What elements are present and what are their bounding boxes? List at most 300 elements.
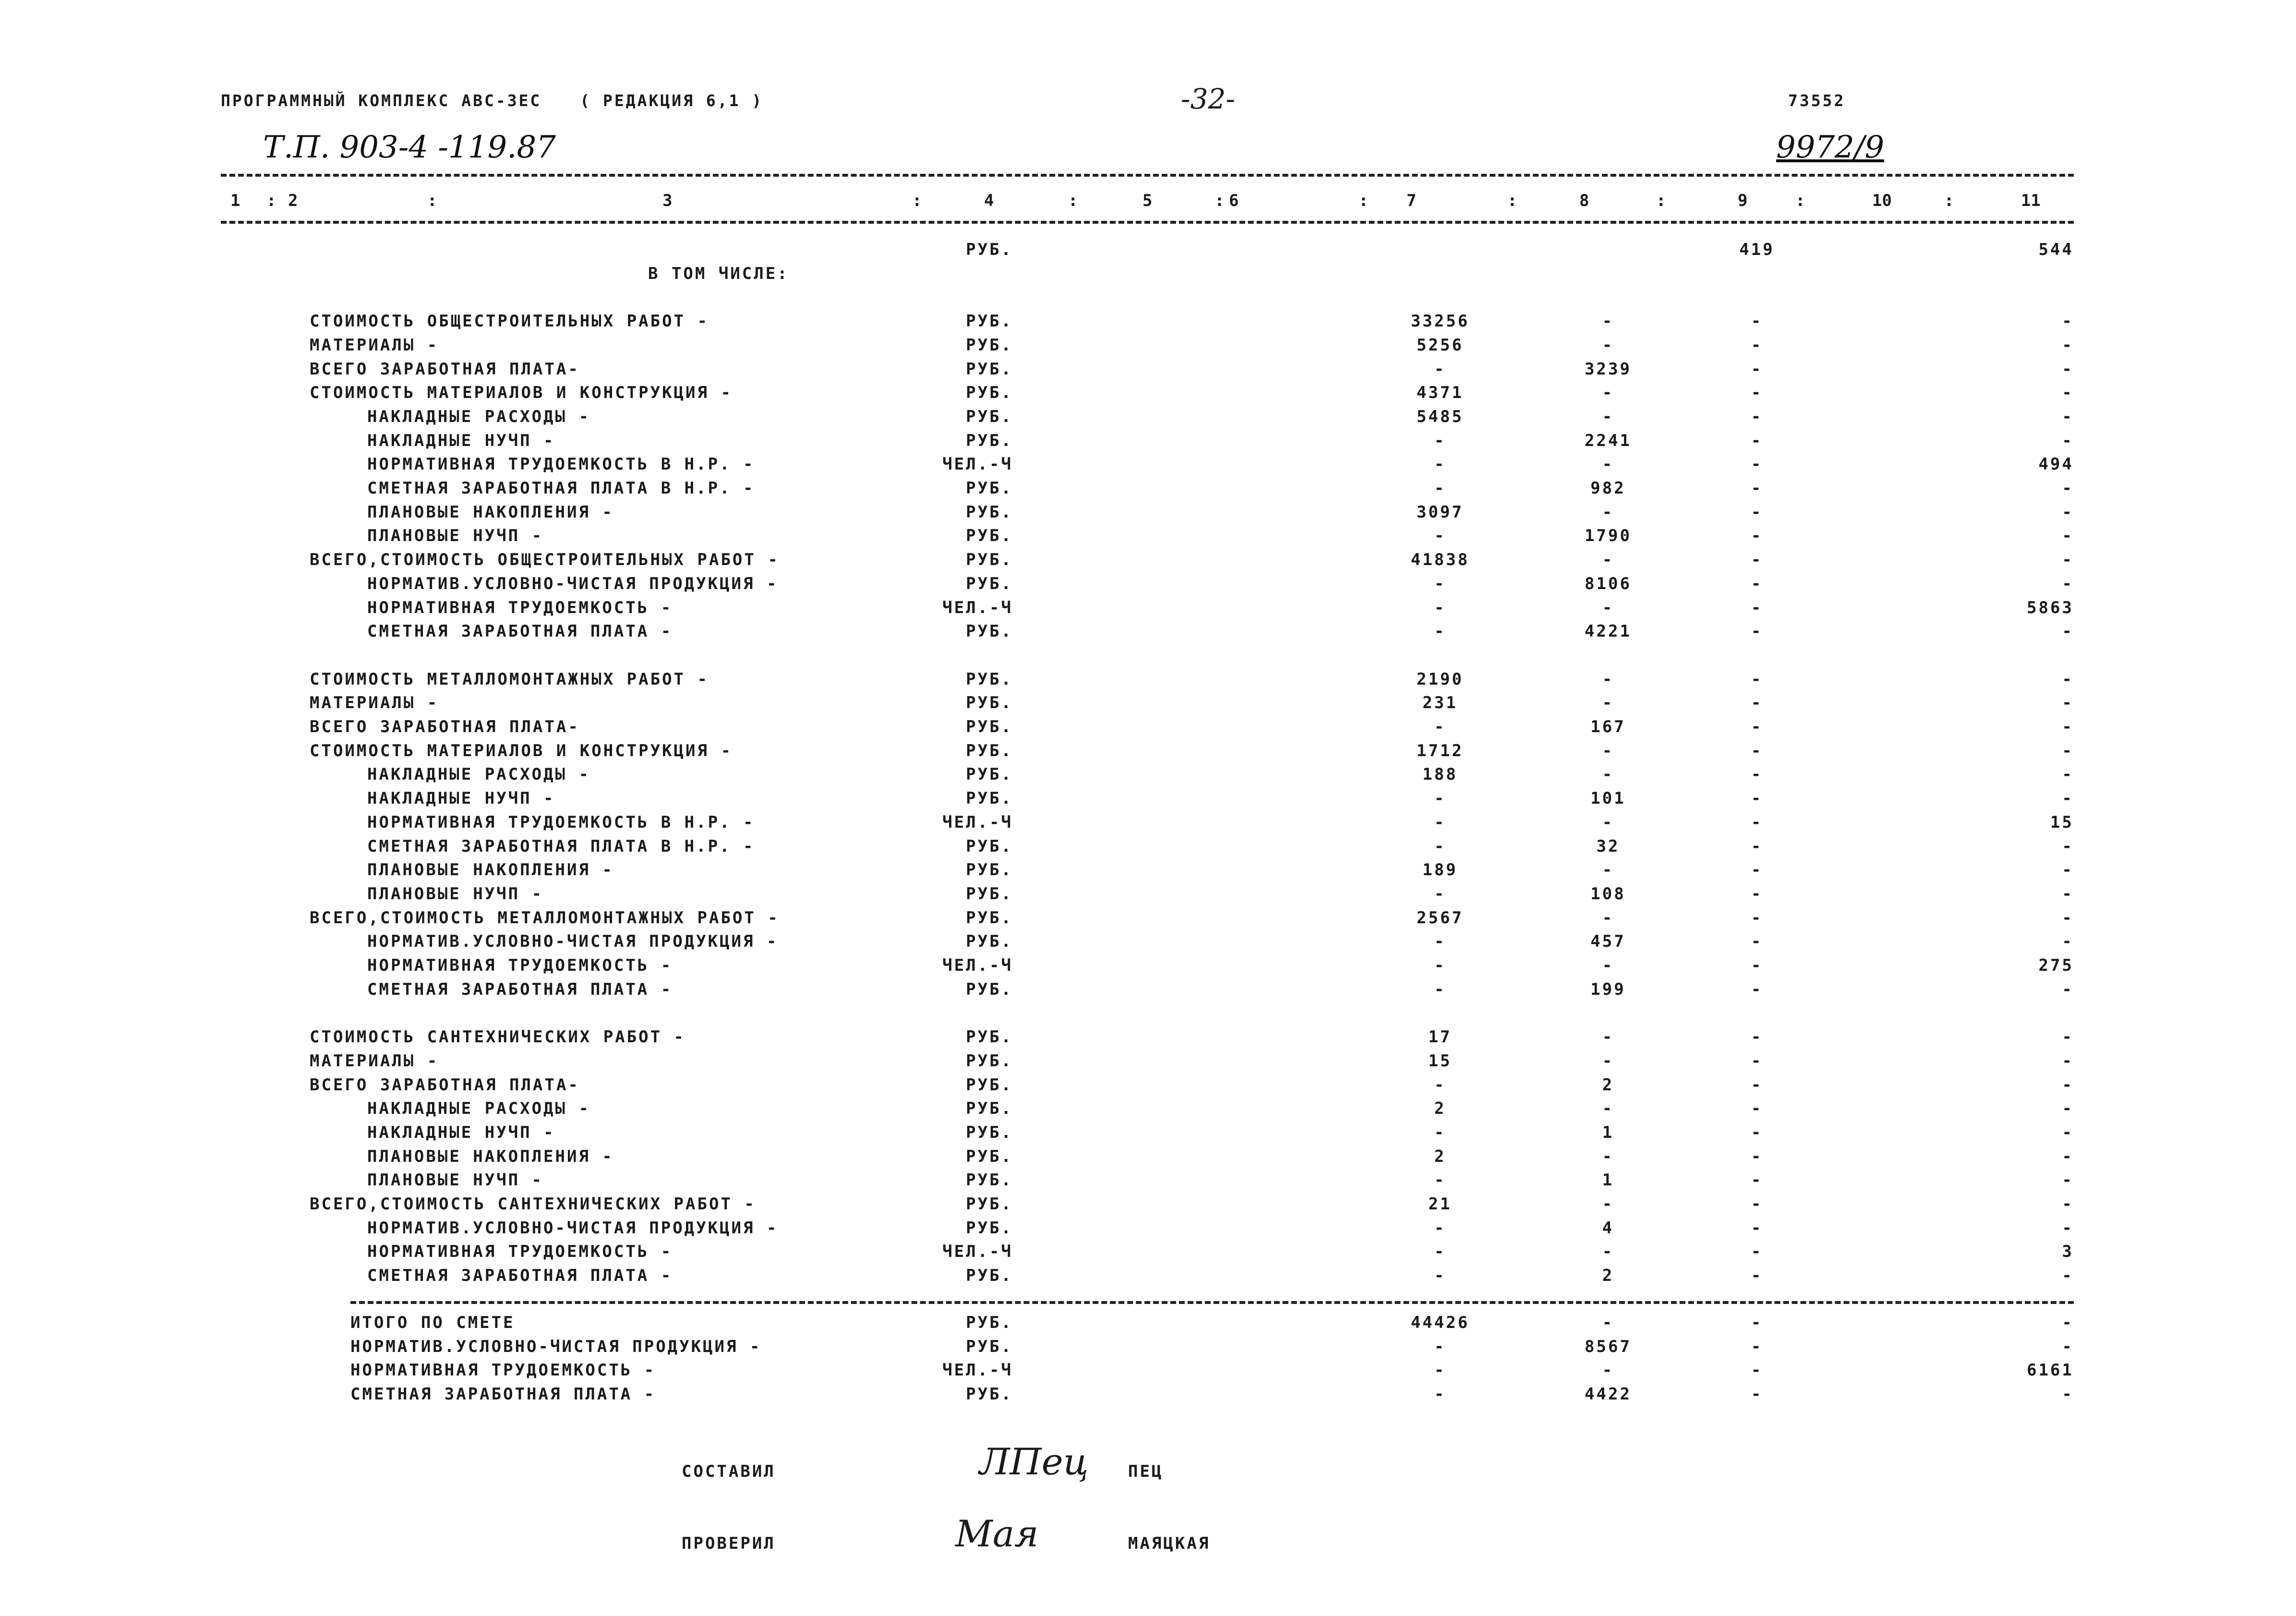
wage-cell: 167 — [1590, 717, 1626, 736]
unit-cell: РУБ. — [966, 908, 1013, 928]
col9-cell: - — [1751, 812, 1763, 832]
table-row — [0, 574, 2296, 598]
wage-cell: 8106 — [1585, 574, 1632, 593]
labor-cell: - — [2062, 1122, 2074, 1142]
labor-cell: - — [2062, 789, 2074, 808]
document-code: 73552 — [1788, 91, 1846, 110]
col9-cell: - — [1751, 669, 1763, 689]
labor-cell: 5863 — [2027, 598, 2074, 617]
labor-cell: 544 — [2038, 240, 2074, 259]
unit-cell: РУБ. — [966, 1266, 1013, 1286]
wage-cell: 8567 — [1585, 1337, 1632, 1356]
cost-cell: - — [1434, 598, 1446, 617]
column-number: 6 — [1229, 191, 1239, 210]
table-row — [0, 956, 2296, 980]
table-row — [0, 312, 2296, 336]
column-separator: : — [1507, 191, 1517, 210]
table-row — [0, 1051, 2296, 1075]
row-label: ВСЕГО,СТОИМОСТЬ МЕТАЛЛОМОНТАЖНЫХ РАБОТ - — [310, 908, 780, 928]
unit-cell: ЧЕЛ.-Ч — [942, 956, 1013, 975]
wage-cell: 982 — [1590, 479, 1626, 498]
cost-cell: 44426 — [1410, 1313, 1470, 1332]
unit-cell: ЧЕЛ.-Ч — [942, 1242, 1013, 1262]
col9-cell: - — [1751, 622, 1763, 641]
table-row — [0, 550, 2296, 574]
col9-cell: - — [1751, 479, 1763, 498]
wage-cell: 457 — [1590, 932, 1626, 952]
wage-cell: 3239 — [1585, 359, 1632, 379]
labor-cell: - — [2062, 741, 2074, 760]
table-row — [0, 526, 2296, 550]
labor-cell: - — [2062, 884, 2074, 904]
column-separator: : — [1358, 191, 1369, 210]
col9-cell: - — [1751, 526, 1763, 546]
table-row — [0, 336, 2296, 360]
row-label: ВСЕГО ЗАРАБОТНАЯ ПЛАТА- — [310, 359, 580, 379]
cost-cell: - — [1434, 574, 1446, 593]
row-label: СТОИМОСТЬ САНТЕХНИЧЕСКИХ РАБОТ - — [310, 1027, 686, 1047]
wage-cell: - — [1602, 312, 1614, 331]
table-row — [0, 622, 2296, 646]
row-label: НОРМАТИВНАЯ ТРУДОЕМКОСТЬ - — [367, 956, 673, 975]
wage-cell: 4422 — [1585, 1385, 1632, 1404]
row-label: ВСЕГО,СТОИМОСТЬ ОБЩЕСТРОИТЕЛЬНЫХ РАБОТ - — [310, 550, 780, 570]
cost-cell: - — [1434, 884, 1446, 904]
cost-cell: - — [1434, 1266, 1446, 1286]
col9-cell: - — [1751, 1337, 1763, 1356]
col9-cell: - — [1751, 598, 1763, 617]
wage-cell: 32 — [1596, 836, 1620, 856]
unit-cell: РУБ. — [966, 693, 1013, 713]
table-row — [0, 1075, 2296, 1099]
unit-cell: РУБ. — [966, 1170, 1013, 1190]
labor-cell: - — [2062, 1266, 2074, 1286]
labor-cell: - — [2062, 312, 2074, 331]
wage-cell: - — [1602, 1027, 1614, 1047]
unit-cell: РУБ. — [966, 717, 1013, 736]
row-label: МАТЕРИАЛЫ - — [310, 693, 439, 713]
row-label: СТОИМОСТЬ МЕТАЛЛОМОНТАЖНЫХ РАБОТ - — [310, 669, 709, 689]
row-label: НАКЛАДНЫЕ РАСХОДЫ - — [367, 1099, 590, 1119]
labor-cell: 275 — [2038, 956, 2074, 975]
unit-cell: ЧЕЛ.-Ч — [942, 1361, 1013, 1380]
labor-cell: - — [2062, 479, 2074, 498]
row-label: НАКЛАДНЫЕ РАСХОДЫ - — [367, 765, 590, 784]
table-row — [0, 1099, 2296, 1123]
column-number: 3 — [662, 191, 673, 210]
unit-cell: РУБ. — [966, 479, 1013, 498]
wage-cell: 2 — [1602, 1266, 1614, 1286]
table-row — [0, 765, 2296, 789]
table-row — [0, 860, 2296, 884]
checked-name: МАЯЦКАЯ — [1128, 1534, 1211, 1553]
row-label: НАКЛАДНЫЕ НУЧП - — [367, 431, 555, 450]
table-row — [0, 980, 2296, 1004]
table-row — [0, 455, 2296, 479]
col9-cell: - — [1751, 455, 1763, 474]
column-separator: : — [427, 191, 437, 210]
labor-cell: - — [2062, 383, 2074, 403]
labor-cell: - — [2062, 860, 2074, 880]
unit-cell: РУБ. — [966, 765, 1013, 784]
row-label: ВСЕГО,СТОИМОСТЬ САНТЕХНИЧЕСКИХ РАБОТ - — [310, 1194, 756, 1214]
wage-cell: - — [1602, 407, 1614, 426]
unit-cell: РУБ. — [966, 502, 1013, 522]
wage-cell: - — [1602, 502, 1614, 522]
unit-cell: РУБ. — [966, 526, 1013, 546]
col9-cell: - — [1751, 502, 1763, 522]
table-row — [0, 789, 2296, 813]
unit-cell: РУБ. — [966, 932, 1013, 952]
labor-cell: 6161 — [2027, 1361, 2074, 1380]
labor-cell: - — [2062, 1099, 2074, 1119]
labor-cell: - — [2062, 1385, 2074, 1404]
header-divider-top — [221, 174, 2074, 177]
column-separator: : — [1944, 191, 1954, 210]
table-row — [0, 240, 2296, 264]
labor-cell: 3 — [2062, 1242, 2074, 1262]
wage-cell: - — [1602, 693, 1614, 713]
col9-cell: - — [1751, 1027, 1763, 1047]
wage-cell: - — [1602, 1313, 1614, 1332]
cost-cell: - — [1434, 1385, 1446, 1404]
wage-cell: - — [1602, 741, 1614, 760]
labor-cell: - — [2062, 1051, 2074, 1071]
unit-cell: РУБ. — [966, 1194, 1013, 1214]
cost-cell: - — [1434, 526, 1446, 546]
labor-cell: - — [2062, 1146, 2074, 1166]
table-row — [0, 670, 2296, 694]
row-label: НОРМАТИВНАЯ ТРУДОЕМКОСТЬ - — [367, 598, 673, 617]
wage-cell: - — [1602, 1146, 1614, 1166]
wage-cell: 1790 — [1585, 526, 1632, 546]
col9-cell: - — [1751, 1099, 1763, 1119]
unit-cell: РУБ. — [966, 1075, 1013, 1095]
column-number: 1 — [230, 191, 240, 210]
composed-name: ПЕЦ — [1128, 1462, 1164, 1481]
cost-cell: - — [1434, 431, 1446, 450]
table-row — [0, 646, 2296, 670]
wage-cell: - — [1602, 335, 1614, 355]
col9-cell: - — [1751, 1361, 1763, 1380]
cost-cell: - — [1434, 789, 1446, 808]
labor-cell: - — [2062, 979, 2074, 999]
wage-cell: - — [1602, 1194, 1614, 1214]
unit-cell: РУБ. — [966, 1099, 1013, 1119]
cost-cell: 21 — [1428, 1194, 1452, 1214]
table-row — [0, 1194, 2296, 1218]
cost-cell: - — [1434, 455, 1446, 474]
cost-cell: - — [1434, 717, 1446, 736]
wage-cell: 2241 — [1585, 431, 1632, 450]
wage-cell: 199 — [1590, 979, 1626, 999]
col9-cell: - — [1751, 1051, 1763, 1071]
table-row — [0, 479, 2296, 503]
table-row — [0, 1385, 2296, 1409]
table-row — [0, 717, 2296, 741]
row-label: СМЕТНАЯ ЗАРАБОТНАЯ ПЛАТА - — [367, 622, 673, 641]
labor-cell: - — [2062, 502, 2074, 522]
table-row — [0, 1027, 2296, 1051]
row-label: МАТЕРИАЛЫ - — [310, 1051, 439, 1071]
table-row — [0, 598, 2296, 622]
cost-cell: - — [1434, 359, 1446, 379]
col9-cell: - — [1751, 1194, 1763, 1214]
table-row — [0, 407, 2296, 431]
labor-cell: 494 — [2038, 455, 2074, 474]
row-label: ПЛАНОВЫЕ НУЧП - — [367, 884, 544, 904]
labor-cell: - — [2062, 622, 2074, 641]
program-name: ПРОГРАММНЫЙ КОМПЛЕКС АВС-ЗЕС — [221, 91, 542, 110]
unit-cell: РУБ. — [966, 836, 1013, 856]
labor-cell: - — [2062, 1194, 2074, 1214]
col9-cell: - — [1751, 1170, 1763, 1190]
labor-cell: - — [2062, 836, 2074, 856]
col9-cell: - — [1751, 932, 1763, 952]
table-row — [0, 1337, 2296, 1361]
row-label: ПЛАНОВЫЕ НУЧП - — [367, 1170, 544, 1190]
column-number: 7 — [1406, 191, 1417, 210]
column-separator: : — [912, 191, 922, 210]
cost-cell: 2567 — [1417, 908, 1464, 928]
unit-cell: РУБ. — [966, 431, 1013, 450]
table-row — [0, 1147, 2296, 1171]
col9-cell: - — [1751, 431, 1763, 450]
col9-cell: - — [1751, 693, 1763, 713]
col9-cell: - — [1751, 1146, 1763, 1166]
column-separator: : — [1656, 191, 1666, 210]
row-label: СМЕТНАЯ ЗАРАБОТНАЯ ПЛАТА - — [350, 1385, 656, 1404]
column-separator: : — [1214, 191, 1225, 210]
wage-cell: - — [1602, 598, 1614, 617]
table-row — [0, 1242, 2296, 1266]
unit-cell: РУБ. — [966, 1051, 1013, 1071]
labor-cell: - — [2062, 1313, 2074, 1332]
table-row — [0, 1313, 2296, 1337]
cost-cell: - — [1434, 1170, 1446, 1190]
unit-cell: РУБ. — [966, 1337, 1013, 1356]
row-label: НАКЛАДНЫЕ РАСХОДЫ - — [367, 407, 590, 426]
wage-cell: - — [1602, 812, 1614, 832]
unit-cell: ЧЕЛ.-Ч — [942, 598, 1013, 617]
unit-cell: РУБ. — [966, 359, 1013, 379]
cost-cell: 3097 — [1417, 502, 1464, 522]
row-label: НОРМАТИВ.УСЛОВНО-ЧИСТАЯ ПРОДУКЦИЯ - — [367, 1218, 779, 1238]
row-label: МАТЕРИАЛЫ - — [310, 335, 439, 355]
unit-cell: РУБ. — [966, 1027, 1013, 1047]
cost-cell: 5485 — [1417, 407, 1464, 426]
cost-cell: 2 — [1434, 1146, 1446, 1166]
col9-cell: - — [1751, 1242, 1763, 1262]
cost-cell: 231 — [1422, 693, 1458, 713]
unit-cell: РУБ. — [966, 240, 1013, 259]
labor-cell: - — [2062, 1170, 2074, 1190]
col9-cell: - — [1751, 836, 1763, 856]
col9-cell: - — [1751, 860, 1763, 880]
row-label: СМЕТНАЯ ЗАРАБОТНАЯ ПЛАТА - — [367, 1266, 673, 1286]
unit-cell: РУБ. — [966, 1122, 1013, 1142]
header-divider-bottom — [221, 221, 2074, 224]
unit-cell: РУБ. — [966, 1218, 1013, 1238]
wage-cell: - — [1602, 860, 1614, 880]
row-label: НОРМАТИВ.УСЛОВНО-ЧИСТАЯ ПРОДУКЦИЯ - — [367, 574, 779, 593]
col9-cell: - — [1751, 1266, 1763, 1286]
wage-cell: - — [1602, 455, 1614, 474]
row-label: НОРМАТИВНАЯ ТРУДОЕМКОСТЬ - — [350, 1361, 656, 1380]
col9-cell: - — [1751, 1313, 1763, 1332]
labor-cell: - — [2062, 550, 2074, 570]
row-label: ПЛАНОВЫЕ НУЧП - — [367, 526, 544, 546]
row-label: СМЕТНАЯ ЗАРАБОТНАЯ ПЛАТА - — [367, 979, 673, 999]
col9-cell: - — [1751, 574, 1763, 593]
wage-cell: 4 — [1602, 1218, 1614, 1238]
unit-cell: РУБ. — [966, 1313, 1013, 1332]
wage-cell: - — [1602, 1099, 1614, 1119]
row-label: ВСЕГО ЗАРАБОТНАЯ ПЛАТА- — [310, 717, 580, 736]
wage-cell: 2 — [1602, 1075, 1614, 1095]
col9-cell: - — [1751, 884, 1763, 904]
table-row — [0, 884, 2296, 908]
row-label: НОРМАТИВНАЯ ТРУДОЕМКОСТЬ В Н.Р. - — [367, 812, 755, 832]
cost-cell: - — [1434, 622, 1446, 641]
cost-cell: - — [1434, 1361, 1446, 1380]
table-row — [0, 837, 2296, 861]
row-label: ИТОГО ПО СМЕТЕ — [350, 1313, 515, 1332]
labor-cell: - — [2062, 431, 2074, 450]
wage-cell: - — [1602, 383, 1614, 403]
cost-cell: 4371 — [1417, 383, 1464, 403]
wage-cell: - — [1602, 1361, 1614, 1380]
cost-cell: - — [1434, 932, 1446, 952]
row-label: В ТОМ ЧИСЛЕ: — [648, 264, 789, 283]
col9-cell: 419 — [1739, 240, 1775, 259]
column-separator: : — [1068, 191, 1078, 210]
table-row — [0, 1361, 2296, 1385]
row-label: ПЛАНОВЫЕ НАКОПЛЕНИЯ - — [367, 1146, 614, 1166]
unit-cell: РУБ. — [966, 1385, 1013, 1404]
column-number: 4 — [984, 191, 994, 210]
labor-cell: - — [2062, 335, 2074, 355]
table-row — [0, 383, 2296, 407]
table-row — [0, 1123, 2296, 1147]
column-number: 10 — [1872, 191, 1892, 210]
column-number: 11 — [2021, 191, 2041, 210]
cost-cell: 15 — [1428, 1051, 1452, 1071]
wage-cell: - — [1602, 765, 1614, 784]
wage-cell: - — [1602, 1051, 1614, 1071]
col9-cell: - — [1751, 1122, 1763, 1142]
unit-cell: РУБ. — [966, 741, 1013, 760]
table-row — [0, 1266, 2296, 1290]
labor-cell: - — [2062, 765, 2074, 784]
unit-cell: РУБ. — [966, 550, 1013, 570]
handwritten-document-number: 9972/9 — [1776, 130, 1885, 165]
col9-cell: - — [1751, 550, 1763, 570]
wage-cell: - — [1602, 669, 1614, 689]
composed-signature: ЛПец — [979, 1440, 1089, 1483]
cost-cell: 2190 — [1417, 669, 1464, 689]
unit-cell: РУБ. — [966, 789, 1013, 808]
col9-cell: - — [1751, 1075, 1763, 1095]
cost-cell: - — [1434, 1242, 1446, 1262]
labor-cell: - — [2062, 1337, 2074, 1356]
col9-cell: - — [1751, 1218, 1763, 1238]
cost-cell: 17 — [1428, 1027, 1452, 1047]
row-label: НОРМАТИВ.УСЛОВНО-ЧИСТАЯ ПРОДУКЦИЯ - — [367, 932, 779, 952]
unit-cell: РУБ. — [966, 383, 1013, 403]
unit-cell: РУБ. — [966, 574, 1013, 593]
wage-cell: 4221 — [1585, 622, 1632, 641]
cost-cell: 5256 — [1417, 335, 1464, 355]
table-row — [0, 741, 2296, 765]
cost-cell: - — [1434, 1075, 1446, 1095]
col9-cell: - — [1751, 717, 1763, 736]
unit-cell: РУБ. — [966, 622, 1013, 641]
labor-cell: 15 — [2050, 812, 2074, 832]
table-row — [0, 503, 2296, 527]
row-label: НАКЛАДНЫЕ НУЧП - — [367, 1122, 555, 1142]
composed-label: СОСТАВИЛ — [682, 1462, 776, 1481]
row-label: СТОИМОСТЬ МАТЕРИАЛОВ И КОНСТРУКЦИЯ - — [310, 383, 733, 403]
labor-cell: - — [2062, 407, 2074, 426]
table-row — [0, 288, 2296, 312]
col9-cell: - — [1751, 359, 1763, 379]
labor-cell: - — [2062, 1218, 2074, 1238]
column-separator: : — [266, 191, 276, 210]
table-row — [0, 1170, 2296, 1194]
col9-cell: - — [1751, 335, 1763, 355]
table-row — [0, 1218, 2296, 1242]
unit-cell: РУБ. — [966, 884, 1013, 904]
column-separator: : — [1795, 191, 1805, 210]
cost-cell: 188 — [1422, 765, 1458, 784]
cost-cell: 33256 — [1410, 312, 1470, 331]
labor-cell: - — [2062, 932, 2074, 952]
col9-cell: - — [1751, 1385, 1763, 1404]
table-row — [0, 693, 2296, 717]
labor-cell: - — [2062, 1075, 2074, 1095]
row-label: ПЛАНОВЫЕ НАКОПЛЕНИЯ - — [367, 860, 614, 880]
cost-cell: - — [1434, 1218, 1446, 1238]
col9-cell: - — [1751, 312, 1763, 331]
column-number: 8 — [1579, 191, 1589, 210]
column-number: 5 — [1142, 191, 1153, 210]
column-number: 2 — [288, 191, 298, 210]
labor-cell: - — [2062, 717, 2074, 736]
wage-cell: - — [1602, 908, 1614, 928]
cost-cell: - — [1434, 1122, 1446, 1142]
page-number: -32- — [1181, 83, 1235, 115]
table-row — [0, 908, 2296, 932]
table-row — [0, 932, 2296, 956]
labor-cell: - — [2062, 908, 2074, 928]
checked-signature: Мая — [955, 1512, 1039, 1555]
col9-cell: - — [1751, 908, 1763, 928]
unit-cell: ЧЕЛ.-Ч — [942, 812, 1013, 832]
row-label: ВСЕГО ЗАРАБОТНАЯ ПЛАТА- — [310, 1075, 580, 1095]
cost-cell: - — [1434, 812, 1446, 832]
cost-cell: 41838 — [1410, 550, 1470, 570]
row-label: СТОИМОСТЬ МАТЕРИАЛОВ И КОНСТРУКЦИЯ - — [310, 741, 733, 760]
cost-cell: - — [1434, 479, 1446, 498]
cost-cell: - — [1434, 1337, 1446, 1356]
col9-cell: - — [1751, 789, 1763, 808]
table-row — [0, 1003, 2296, 1027]
wage-cell: - — [1602, 1242, 1614, 1262]
col9-cell: - — [1751, 979, 1763, 999]
wage-cell: 1 — [1602, 1170, 1614, 1190]
handwritten-project-number: Т.П. 903-4 -119.87 — [263, 130, 556, 165]
